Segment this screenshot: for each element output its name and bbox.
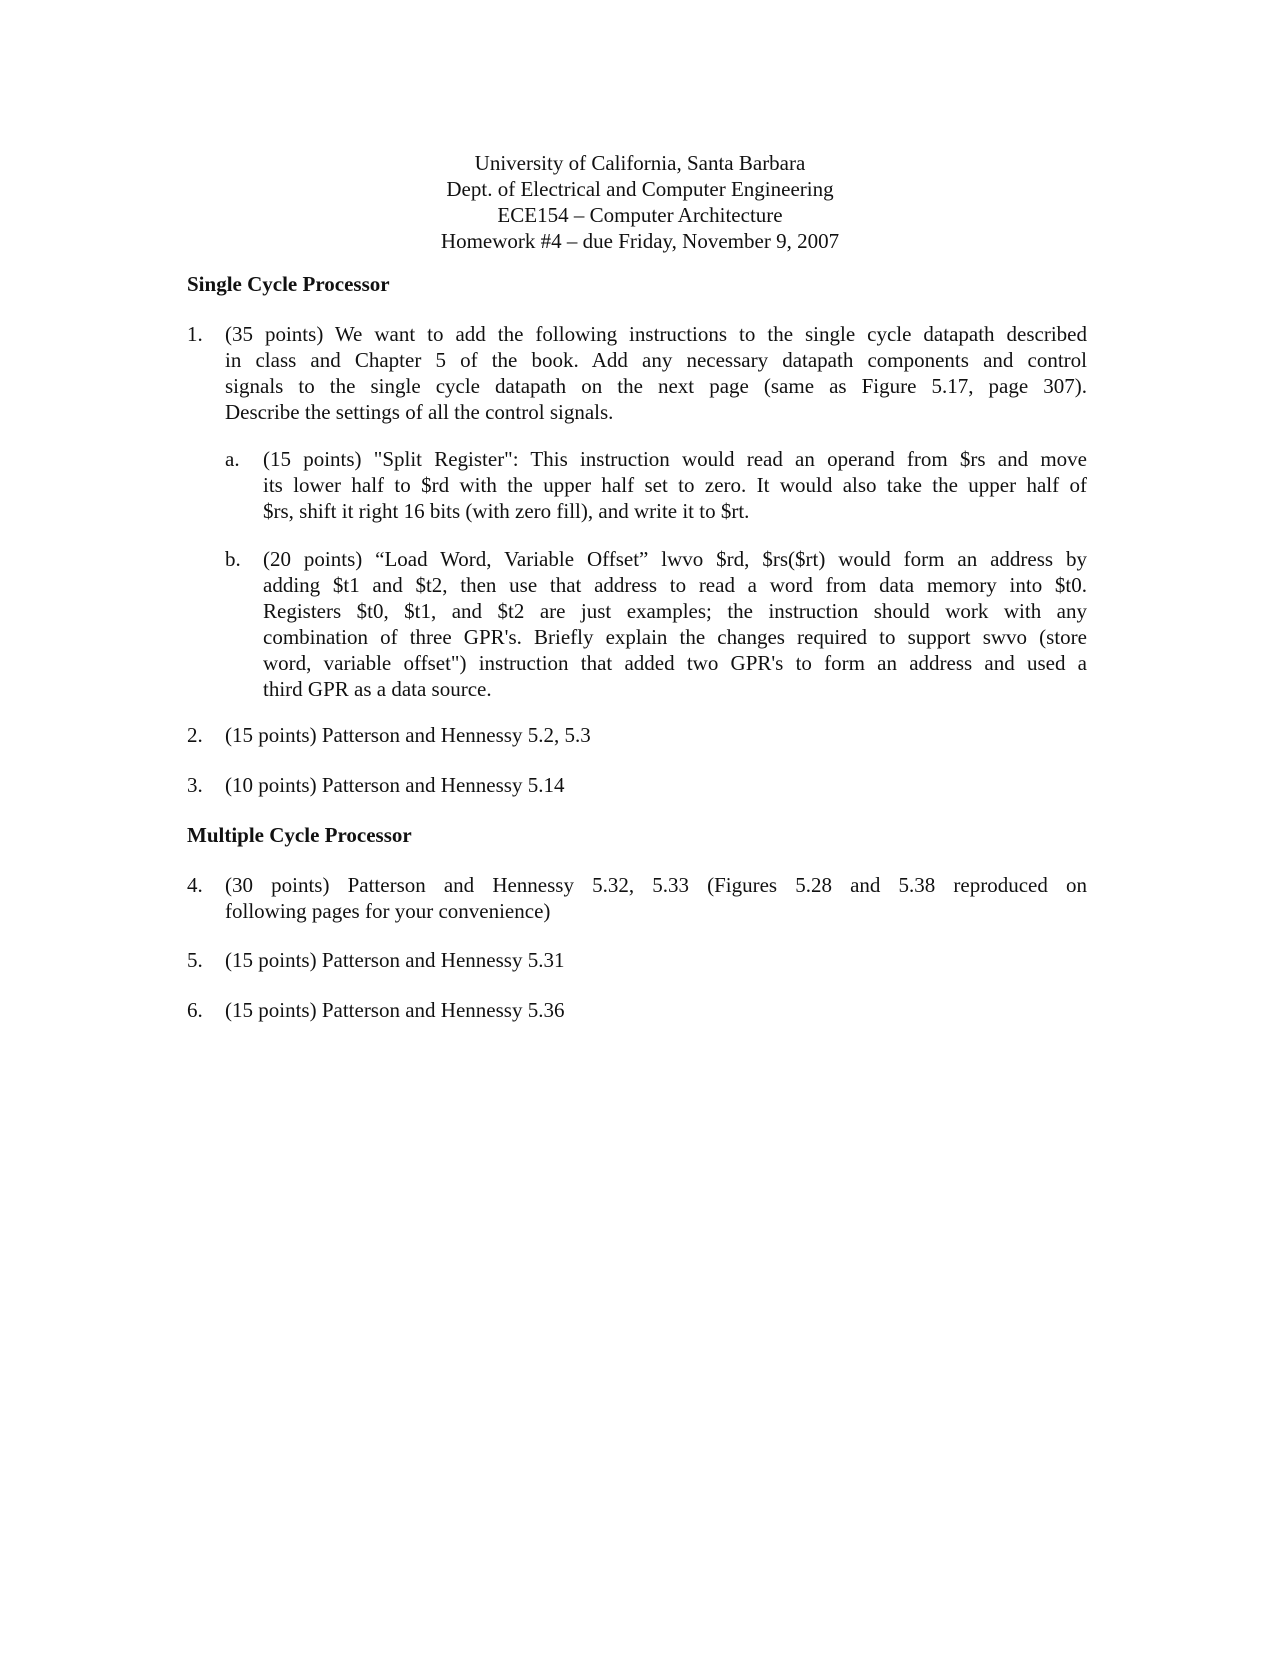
text-line: adding $t1 and $t2, then use that address to read a word from data memory into $t0. bbox=[263, 573, 1087, 597]
text-line: (20 points) “Load Word, Variable Offset” lwvo $rd, $rs($rt) would form an address by bbox=[263, 547, 1087, 571]
text-line: (10 points) Patterson and Hennessy 5.14 bbox=[225, 773, 565, 797]
text-line: (15 points) Patterson and Hennessy 5.2, 5.3 bbox=[225, 723, 591, 747]
header-university: University of California, Santa Barbara bbox=[474, 151, 806, 175]
question-number: 6. bbox=[187, 998, 203, 1022]
section-title-single-cycle: Single Cycle Processor bbox=[187, 272, 390, 296]
document-header bbox=[0, 150, 1280, 254]
question-number: 2. bbox=[187, 723, 203, 747]
text-line: (35 points) We want to add the following instructions to the single cycle datapath described bbox=[225, 322, 1087, 346]
subquestion-letter: b. bbox=[225, 547, 241, 571]
question-text bbox=[225, 772, 1087, 798]
question-2 bbox=[187, 722, 1087, 748]
text-line: (30 points) Patterson and Hennessy 5.32, 5.33 (Figures 5.28 and 5.38 reproduced on bbox=[225, 873, 1087, 897]
question-1a bbox=[225, 446, 1087, 524]
subquestion-text bbox=[263, 446, 1087, 524]
text-line: in class and Chapter 5 of the book. Add any necessary datapath components and control bbox=[225, 348, 1087, 372]
question-text bbox=[225, 947, 1087, 973]
header-assignment: Homework #4 – due Friday, November 9, 2007 bbox=[440, 229, 840, 253]
text-line: (15 points) "Split Register": This instruction would read an operand from $rs and move bbox=[263, 447, 1087, 471]
header-course: ECE154 – Computer Architecture bbox=[497, 203, 783, 227]
header-department: Dept. of Electrical and Computer Engineering bbox=[446, 177, 834, 201]
text-line: Registers $t0, $t1, and $t2 are just examples; the instruction should work with any bbox=[263, 599, 1087, 623]
text-line: third GPR as a data source. bbox=[263, 677, 492, 701]
text-line: Describe the settings of all the control signals. bbox=[225, 400, 614, 424]
question-number: 3. bbox=[187, 773, 203, 797]
text-line: combination of three GPR's. Briefly explain the changes required to support swvo (store bbox=[263, 625, 1087, 649]
question-text bbox=[225, 321, 1087, 425]
question-6 bbox=[187, 997, 1087, 1023]
question-1b bbox=[225, 546, 1087, 702]
text-line: $rs, shift it right 16 bits (with zero fill), and write it to $rt. bbox=[263, 499, 750, 523]
question-number: 5. bbox=[187, 948, 203, 972]
text-line: (15 points) Patterson and Hennessy 5.31 bbox=[225, 948, 565, 972]
question-number: 4. bbox=[187, 873, 203, 897]
text-line: signals to the single cycle datapath on the next page (same as Figure 5.17, page 307). bbox=[225, 374, 1087, 398]
question-text bbox=[225, 722, 1087, 748]
question-text bbox=[225, 997, 1087, 1023]
text-line: word, variable offset") instruction that added two GPR's to form an address and used a bbox=[263, 651, 1087, 675]
text-line: its lower half to $rd with the upper half set to zero. It would also take the upper half of bbox=[263, 473, 1087, 497]
text-line: following pages for your convenience) bbox=[225, 899, 551, 923]
question-4 bbox=[187, 872, 1087, 924]
question-number: 1. bbox=[187, 322, 203, 346]
question-3 bbox=[187, 772, 1087, 798]
subquestion-text bbox=[263, 546, 1087, 702]
question-5 bbox=[187, 947, 1087, 973]
subquestion-letter: a. bbox=[225, 447, 240, 471]
question-1 bbox=[187, 321, 1087, 425]
question-text bbox=[225, 872, 1087, 924]
section-title-multiple-cycle: Multiple Cycle Processor bbox=[187, 823, 412, 847]
text-line: (15 points) Patterson and Hennessy 5.36 bbox=[225, 998, 565, 1022]
